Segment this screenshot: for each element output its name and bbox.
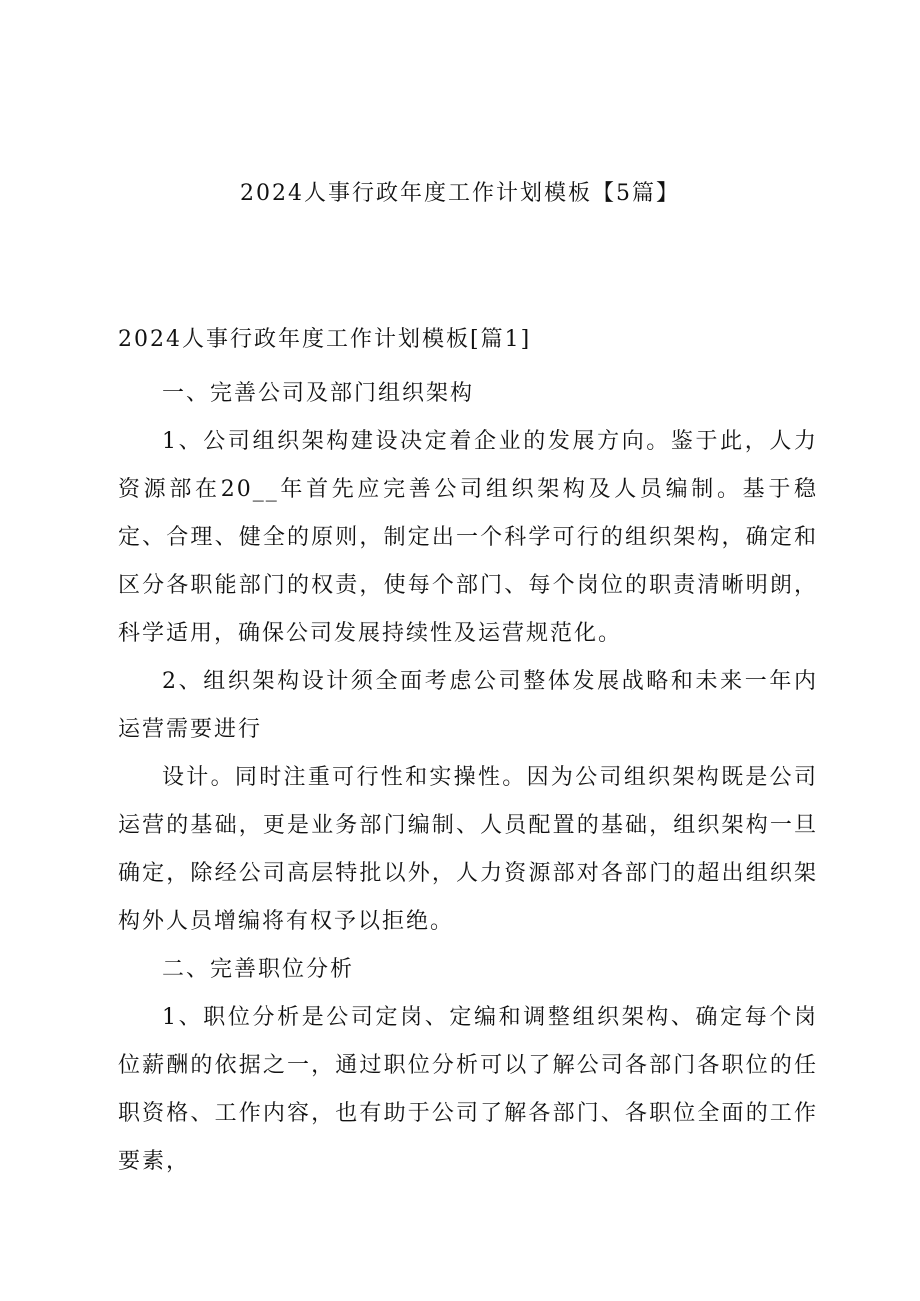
section-subtitle: 2024人事行政年度工作计划模板[篇1]: [118, 327, 532, 352]
document-body: [118, 322, 818, 1186]
paragraph-3: 设计。同时注重可行性和实操性。因为公司组织架构既是公司运营的基础，更是业务部门编制、人员配置的基础，组织架构一旦确定，除经公司高层特批以外，人力资源部对各部门的超出组织架构外人员增编将有权予以拒绝。: [118, 765, 818, 934]
paragraph-heading-1: 一、完善公司及部门组织架构: [162, 381, 475, 406]
paragraph-2: 2、组织架构设计须全面考虑公司整体发展战略和未来一年内运营需要进行: [118, 669, 818, 742]
document-title: 2024人事行政年度工作计划模板【5篇】: [240, 181, 680, 206]
paragraph-heading-2: 二、完善职位分析: [162, 957, 355, 982]
paragraph-1: 1、公司组织架构建设决定着企业的发展方向。鉴于此，人力资源部在20__年首先应完善公司组织架构及人员编制。基于稳定、合理、健全的原则，制定出一个科学可行的组织架构，确定和区分各职能部门的权责，使每个部门、每个岗位的职责清晰明朗，科学适用，确保公司发展持续性及运营规范化。: [118, 429, 818, 646]
paragraph-4: 1、职位分析是公司定岗、定编和调整组织架构、确定每个岗位薪酬的依据之一，通过职位分析可以了解公司各部门各职位的任职资格、工作内容，也有助于公司了解各部门、各职位全面的工作要素，: [118, 1005, 818, 1174]
